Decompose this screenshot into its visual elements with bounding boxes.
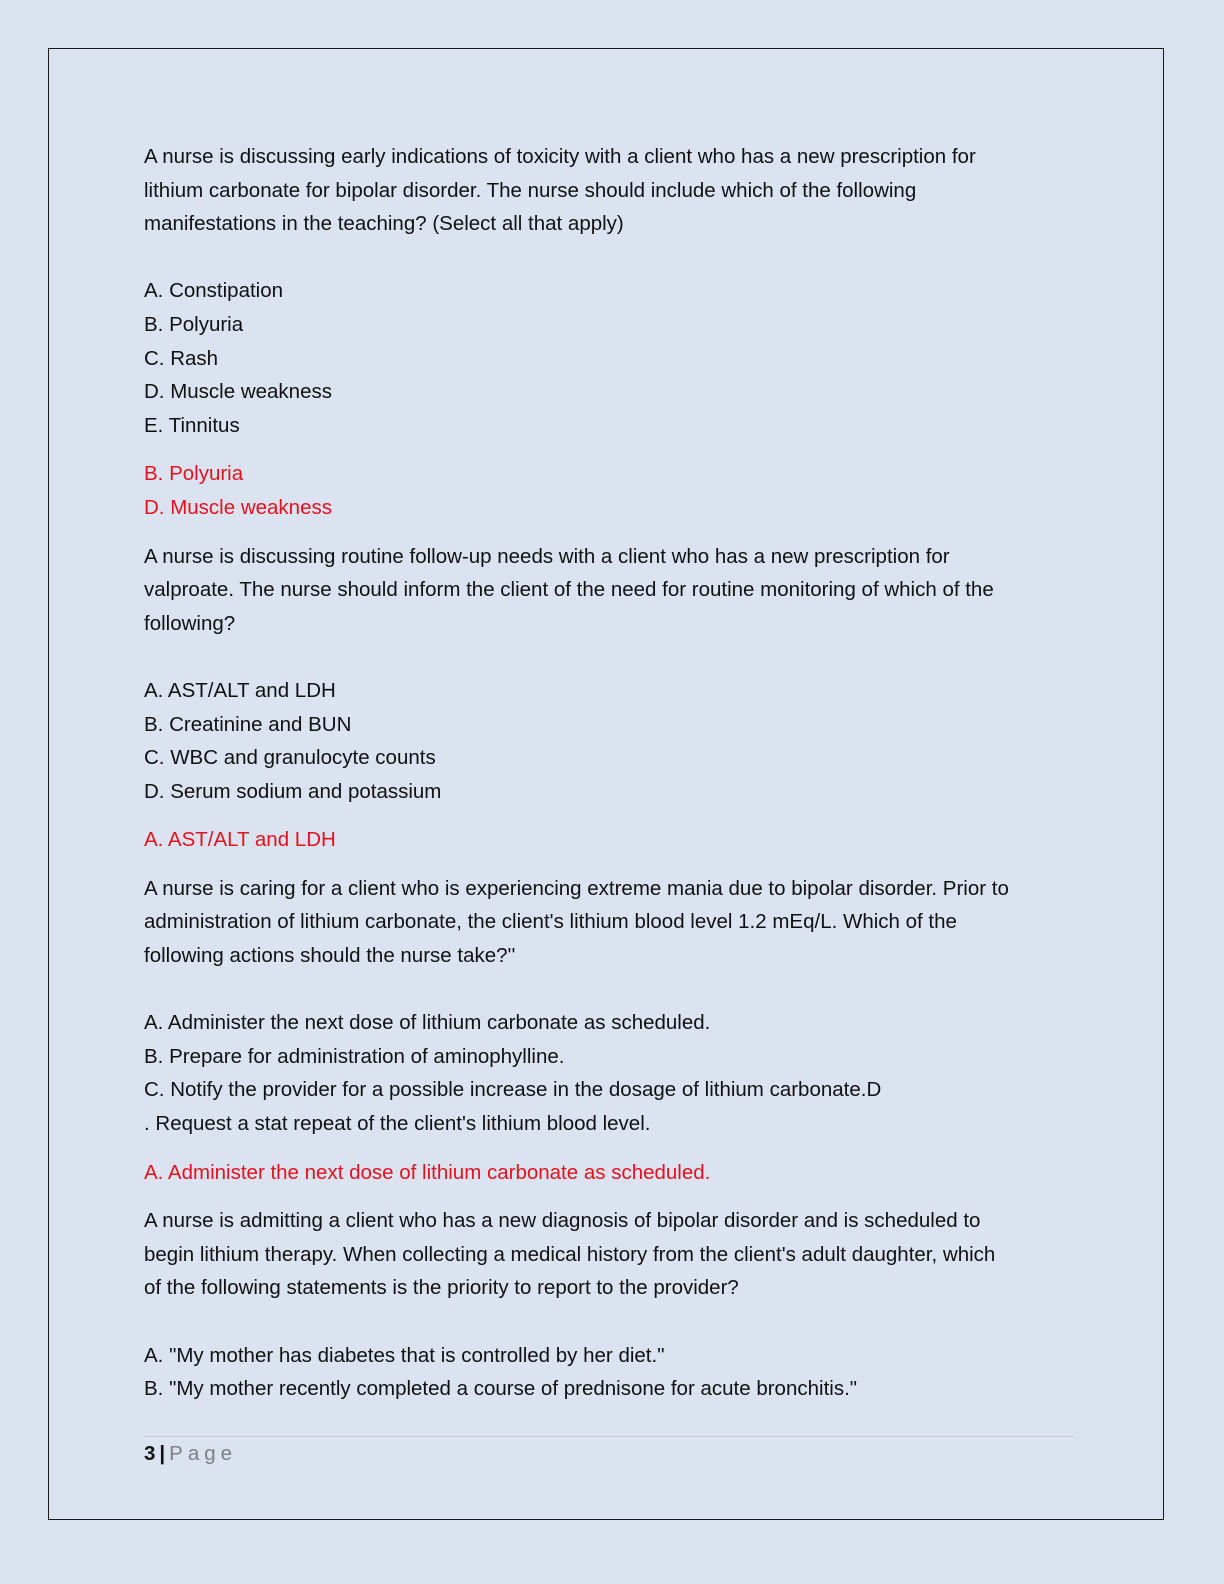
stem-line: following actions should the nurse take?'' xyxy=(144,944,516,968)
answer-key xyxy=(144,1156,1074,1190)
option: C. Notify the provider for a possible increase in the dosage of lithium carbonate.D xyxy=(144,1078,882,1102)
page-label: Page xyxy=(169,1442,238,1465)
stem-line: valproate. The nurse should inform the client of the need for routine monitoring of which of the xyxy=(144,578,994,602)
stem-line: manifestations in the teaching? (Select all that apply) xyxy=(144,212,624,236)
stem-line: A nurse is discussing routine follow-up needs with a client who has a new prescription for xyxy=(144,544,950,568)
option: A. Administer the next dose of lithium carbonate as scheduled. xyxy=(144,1011,711,1035)
option: C. WBC and granulocyte counts xyxy=(144,746,436,770)
footer-separator: | xyxy=(159,1442,166,1465)
answer: B. Polyuria xyxy=(144,462,244,486)
answer: A. AST/ALT and LDH xyxy=(144,828,336,852)
footer-divider xyxy=(144,1436,1074,1437)
document-body xyxy=(144,140,1074,1406)
stem-line: lithium carbonate for bipolar disorder. The nurse should include which of the following xyxy=(144,178,917,202)
answer: A. Administer the next dose of lithium carbonate as scheduled. xyxy=(144,1160,711,1184)
option: B. Polyuria xyxy=(144,312,244,336)
question-stem xyxy=(144,872,1074,973)
question-stem xyxy=(144,540,1074,641)
option: C. Rash xyxy=(144,346,219,370)
option: . Request a stat repeat of the client's lithium blood level. xyxy=(144,1112,651,1136)
question-block xyxy=(144,1204,1074,1406)
page-footer xyxy=(144,1440,237,1468)
option-list xyxy=(144,1006,1074,1140)
option: D. Serum sodium and potassium xyxy=(144,779,442,803)
stem-line: A nurse is caring for a client who is experiencing extreme mania due to bipolar disorder. Prior to xyxy=(144,876,1009,900)
answer-key xyxy=(144,457,1074,524)
option-list xyxy=(144,1339,1074,1406)
option: A. AST/ALT and LDH xyxy=(144,678,336,702)
stem-line: administration of lithium carbonate, the client's lithium blood level 1.2 mEq/L. Which of the xyxy=(144,910,957,934)
option-list xyxy=(144,274,1074,442)
question-block xyxy=(144,872,1074,1189)
stem-line: A nurse is admitting a client who has a new diagnosis of bipolar disorder and is scheduled to xyxy=(144,1209,981,1233)
answer-key xyxy=(144,823,1074,857)
option-list xyxy=(144,674,1074,808)
stem-line: A nurse is discussing early indications of toxicity with a client who has a new prescription for xyxy=(144,145,976,168)
option: A. "My mother has diabetes that is controlled by her diet." xyxy=(144,1343,665,1367)
question-block xyxy=(144,540,1074,857)
question-block xyxy=(144,140,1074,525)
page-number: 3 xyxy=(144,1442,156,1465)
question-stem xyxy=(144,1204,1074,1305)
stem-line: begin lithium therapy. When collecting a medical history from the client's adult daughter, which xyxy=(144,1242,996,1266)
option: B. Creatinine and BUN xyxy=(144,712,352,736)
stem-line: following? xyxy=(144,611,236,635)
option: B. "My mother recently completed a course of prednisone for acute bronchitis." xyxy=(144,1377,858,1401)
stem-line: of the following statements is the priority to report to the provider? xyxy=(144,1276,739,1300)
option: B. Prepare for administration of aminophylline. xyxy=(144,1044,565,1068)
option: A. Constipation xyxy=(144,279,284,303)
option: E. Tinnitus xyxy=(144,413,240,437)
question-stem xyxy=(144,140,1074,241)
option: D. Muscle weakness xyxy=(144,380,332,404)
answer: D. Muscle weakness xyxy=(144,495,332,519)
